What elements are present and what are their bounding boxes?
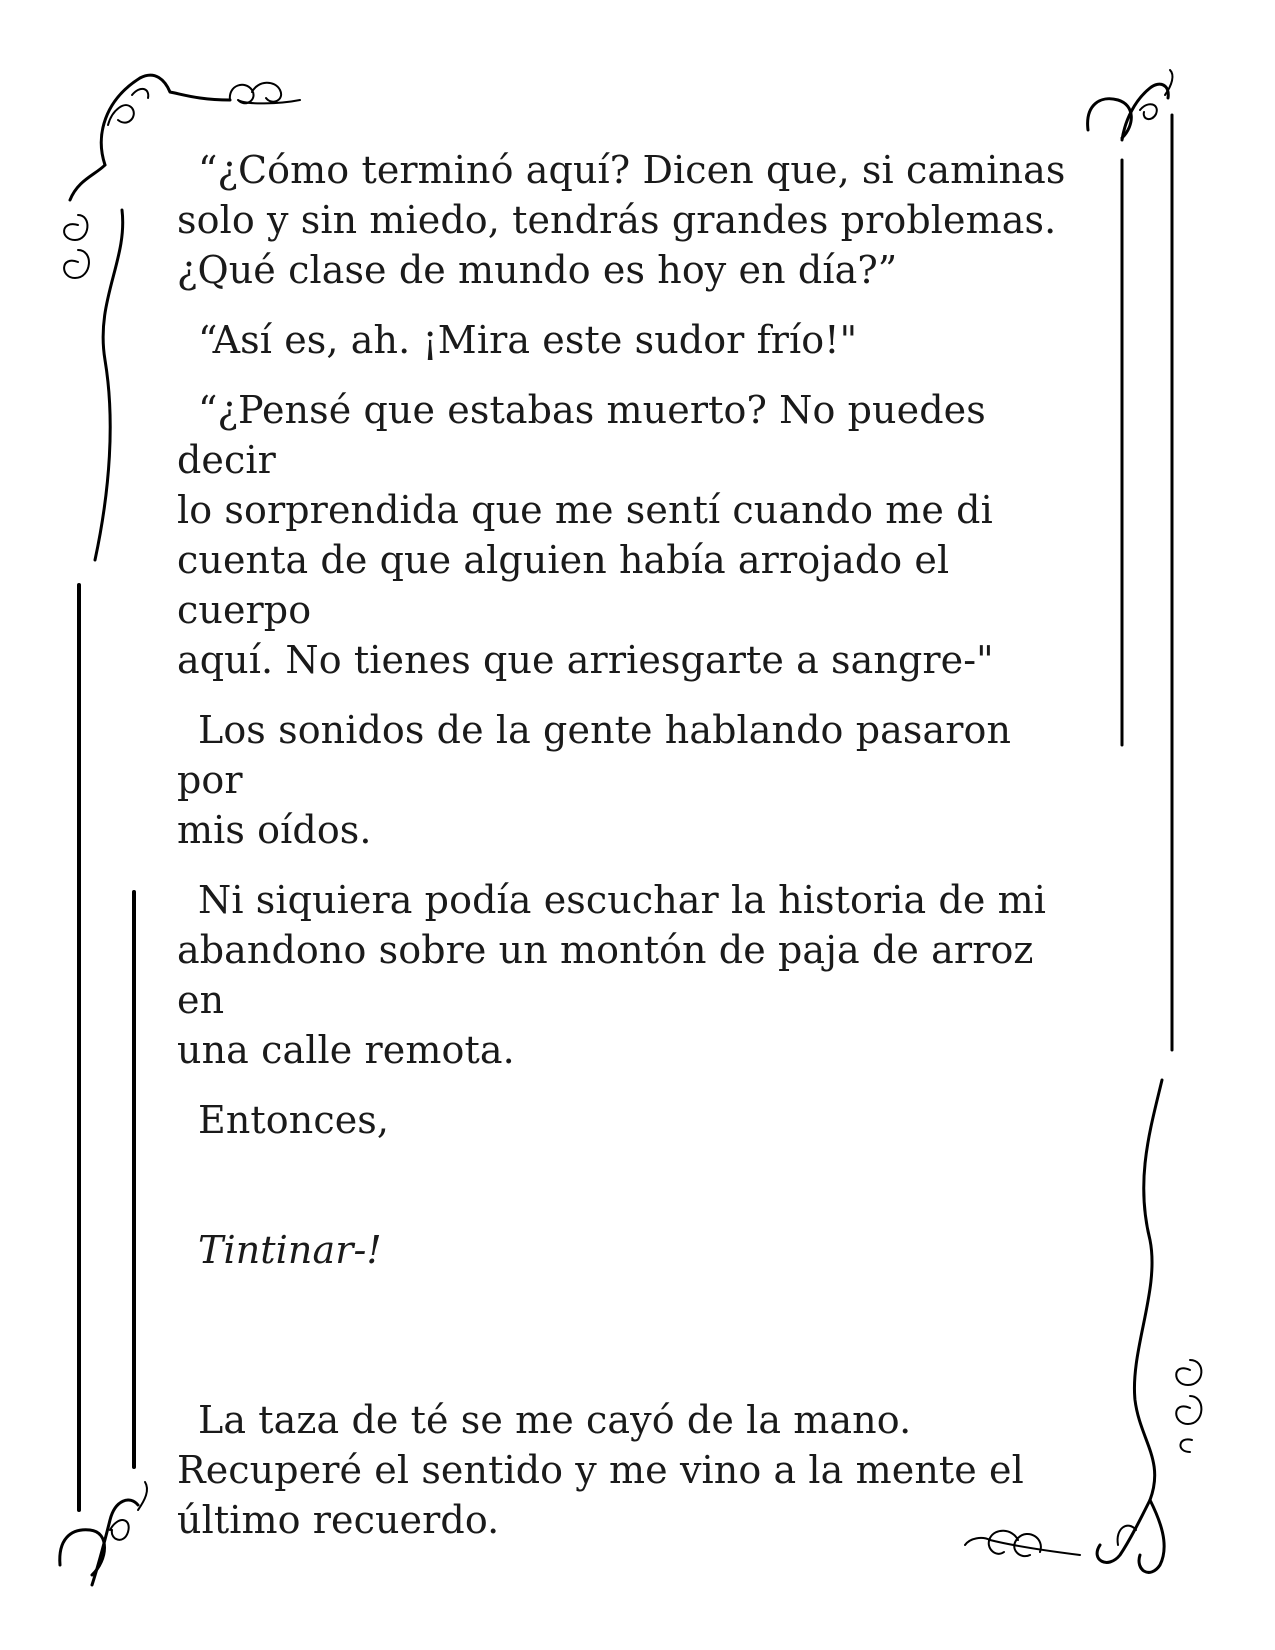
paragraph-1: “¿Cómo terminó aquí? Dicen que, si caminas solo y sin miedo, tendrás grandes problemas. ¿Qué clase de mundo es hoy en día?”: [177, 148, 1066, 292]
paragraph-3: “¿Pensé que estabas muerto? No puedes decir lo sorprendida que me sentí cuando me di cuenta de que alguien había arrojado el cuerpo aquí. No tienes que arriesgarte a sangre-": [177, 388, 994, 682]
sound-effect-text: Tintinar-!: [198, 1228, 382, 1272]
paragraph-4: Los sonidos de la gente hablando pasaron por mis oídos.: [177, 708, 1012, 852]
top-right-flourish-ornament: [1088, 70, 1173, 1050]
paragraph-8: La taza de té se me cayó de la mano. Recuperé el sentido y me vino a la mente el último recuerdo.: [177, 1398, 1024, 1542]
paragraph-6: Entonces,: [198, 1098, 390, 1142]
story-text: [177, 145, 1077, 1565]
paragraph-2: “Así es, ah. ¡Mira este sudor frío!": [198, 318, 858, 362]
bottom-left-flourish-ornament: [60, 1482, 147, 1585]
paragraph-5: Ni siquiera podía escuchar la historia de mi abandono sobre un montón de paja de arroz en una calle remota.: [177, 878, 1046, 1072]
